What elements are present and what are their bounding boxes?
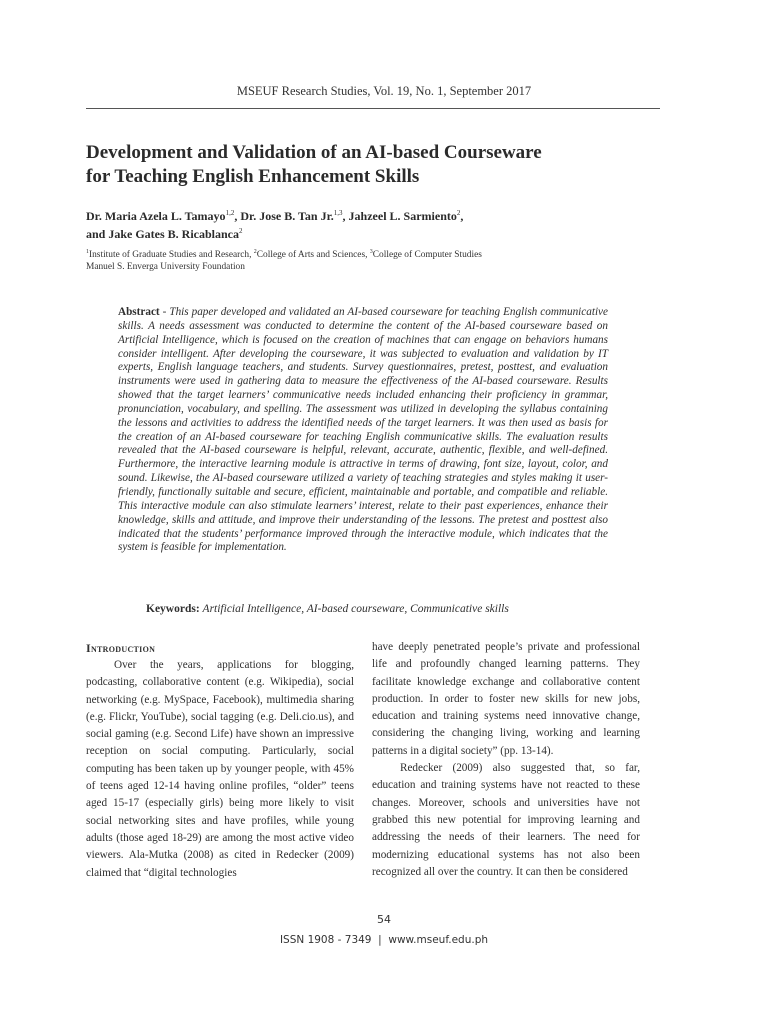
affil-sup: 2 xyxy=(253,249,257,255)
abstract xyxy=(118,306,608,555)
author-affil-sup: 1,3 xyxy=(333,209,343,217)
authors-line-2 xyxy=(86,224,666,242)
keywords-text: Artificial Intelligence, AI-based courseware, Communicative skills xyxy=(202,603,509,615)
affiliation-line-2: Manuel S. Enverga University Foundation xyxy=(86,262,245,273)
affil-sup: 3 xyxy=(369,249,373,255)
author-name: and Jake Gates B. Ricablanca xyxy=(86,227,240,241)
right-column xyxy=(372,639,640,881)
author-name: , Dr. Jose B. Tan Jr. xyxy=(234,209,334,223)
affiliations xyxy=(86,246,686,273)
abstract-dash: - xyxy=(159,306,170,318)
affiliation-text: College of Computer Studies xyxy=(372,250,482,261)
authors-line-1 xyxy=(86,206,666,224)
left-column xyxy=(86,640,354,882)
keywords xyxy=(146,602,616,616)
abstract-text: This paper developed and validated an AI-based courseware for teaching English communicative skills. A needs assessment was conducted to determine the content of the AI-based courseware based on Artificial Intelligence, which is focused on the creation of machines that can engage on behaviors humans consider intelligent. After developing the courseware, it was subjected to evaluation and validation by IT experts, English language teachers, and students. Survey questionnaires, pretest, posttest, and evaluation instruments were used in gathering data to measure the effectiveness of the AI-based courseware. Results showed that the target learners’ communicative needs included enhancing their proficiency in grammar, pronunciation, vocabulary, and spelling. The assessment was utilized in developing the syllabus containing the lessons and activities to address the identified needs of the target learners. It was then used as basis for the creation of an AI-based courseware for teaching English communicative skills. The evaluation results revealed that the AI-based courseware is helpful, relevant, accurate, authentic, flexible, and well-defined. Furthermore, the interactive learning module is attractive in terms of drawing, font size, layout, color, and sound. Likewise, the AI-based courseware utilized a variety of teaching strategies and styles making it user-friendly, functionally suitable and secure, efficient, maintainable and portable, and compatible and reliable. This interactive module can also stimulate learners’ interest, relate to their past experiences, enhance their knowledge, skills and attitude, and improve their understanding of the lessons. The pretest and posttest also indicated that the students’ performance improved through the interactive module, which indicates that the system is feasible for implementation. xyxy=(118,306,608,554)
page-number: 54 xyxy=(377,913,391,926)
issn-footer: ISSN 1908 - 7349 | www.mseuf.edu.ph xyxy=(279,934,489,946)
author-name: Dr. Maria Azela L. Tamayo xyxy=(86,209,226,223)
author-affil-sup: 1,2 xyxy=(225,209,235,217)
title-line-1: Development and Validation of an AI-based Courseware xyxy=(86,142,542,163)
author-affil-sup: 2 xyxy=(239,227,243,235)
title-line-2: for Teaching English Enhancement Skills xyxy=(86,166,420,187)
header-rule xyxy=(86,108,660,109)
author-list xyxy=(86,206,666,242)
journal-header: MSEUF Research Studies, Vol. 19, No. 1, September 2017 xyxy=(236,84,532,98)
affil-sup: 1 xyxy=(86,249,89,255)
paragraph: Redecker (2009) also suggested that, so far, education and training systems have not reacted to these changes. Moreover, schools and universities have not grabbed this new potential for improving learning and addressing the needs of their learners. The need for modernizing educational systems has not also been recognized all over the country. It can then be considered xyxy=(372,762,640,878)
author-separator: , xyxy=(460,209,464,223)
author-affil-sup: 2 xyxy=(456,209,461,217)
abstract-label: Abstract xyxy=(118,306,160,318)
paragraph: Over the years, applications for blogging, podcasting, collaborative content (e.g. Wikipedia), social networking (e.g. MySpace, Facebook), multimedia sharing (e.g. Flickr, YouTube), social tagging (e.g. Deli.cio.us), and social gaming (e.g. Second Life) have shown an impressive reception on social computing. Particularly, social computing has been taken up by younger people, with 45% of teens aged 12-14 having online profiles, “older” teens aged 15-17 (especially girls) being more likely to visit social networking sites and have profiles, while young adults (those aged 18-29) are among the most active video viewers. Ala-Mutka (2008) as cited in Redecker (2009) claimed that “digital technologies xyxy=(86,659,354,879)
affiliation-line-1 xyxy=(86,246,686,261)
paragraph: have deeply penetrated people’s private and professional life and profoundly changed learning patterns. They facilitate knowledge exchange and collaborative content production. In order to foster new skills for new jobs, education and training systems need innovative change, considering the changing living, working and learning patterns in a digital society” (pp. 13-14). xyxy=(372,641,640,757)
section-heading-introduction: Introduction xyxy=(86,641,156,655)
affiliation-text: Institute of Graduate Studies and Research, xyxy=(89,250,254,261)
author-name: , Jahzeel L. Sarmiento xyxy=(342,209,457,223)
keywords-label: Keywords: xyxy=(146,603,200,615)
article-title xyxy=(86,141,666,189)
affiliation-text: College of Arts and Sciences, xyxy=(256,250,370,261)
